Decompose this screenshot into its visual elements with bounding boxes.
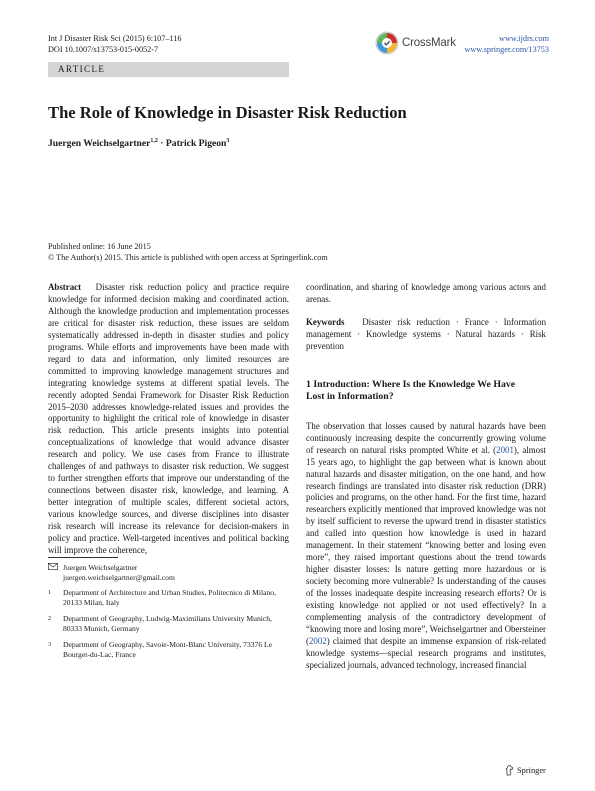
mail-icon xyxy=(48,563,63,582)
author-separator: · xyxy=(157,138,166,150)
article-type-bar xyxy=(48,62,289,77)
journal-url[interactable]: www.ijdrs.com xyxy=(499,34,549,43)
intro-text: The observation that losses caused by natural hazards have been continuously increasing despite the concurrently growing volume of research on natural risks prompted White et al. ( xyxy=(306,420,546,455)
affiliation-text: Department of Geography, Ludwig-Maximilians University Munich, 80333 Munich, Germany xyxy=(63,614,272,634)
journal-citation: Int J Disaster Risk Sci (2015) 6:107–116 xyxy=(48,34,182,43)
affiliation xyxy=(48,588,289,607)
author-name[interactable]: Juergen Weichselgartner xyxy=(48,138,151,150)
publisher-name: Springer xyxy=(517,766,546,775)
corresponding-author xyxy=(48,563,289,582)
doi: DOI 10.1007/s13753-015-0052-7 xyxy=(48,45,159,54)
citation-link[interactable]: 2001 xyxy=(496,444,514,455)
keywords-text: Disaster risk reduction · France · Information management · Knowledge systems · Natural hazards · Risk prevention xyxy=(306,316,547,351)
citation-link[interactable]: 2002 xyxy=(308,635,327,646)
corresponding-author-name: Juergen Weichselgartner xyxy=(63,563,138,572)
intro-text: ) claimed that despite an immense expansion of risk-related knowledge systems—special research programs and institutes, specialized journals, advanced technology, increased financial xyxy=(306,635,546,670)
footnotes xyxy=(48,563,289,666)
crossmark-badge[interactable] xyxy=(375,30,467,56)
journal-header xyxy=(48,33,181,55)
corresponding-author-email[interactable]: juergen.weichselgartner@gmail.com xyxy=(63,572,175,582)
published-date: Published online: 16 June 2015 xyxy=(48,242,151,251)
footnote-rule xyxy=(48,557,118,558)
author-affiliation-marker: 3 xyxy=(226,138,230,144)
intro-text: ), almost 15 years ago, to highlight the gap between what is known about natural hazards and disaster mitigation, on the one hand, and how research findings are translated into disaster risk reduction (DRR) policies and programs, on the other hand. For the first time, hazard researchers explicitly mentioned that improved knowledge was not by itself sufficient to reverse the upward trend in disaster statistics and called into question how knowledge is used in hazard management. In their statement “knowing better and losing even more”, they raised important questions about the trend towards higher disaster losses: Is nature getting more hazardous or is society becoming more vulnerable? Is understanding of the causes of the losses inadequate despite increasing research efforts? Or is existing knowledge not applied or not used effectively? In a complementing analysis of the contradictory development of “knowing more and losing more”, Weichselgartner and Obersteiner ( xyxy=(306,444,546,646)
keywords-label: Keywords xyxy=(306,316,345,327)
crossmark-icon xyxy=(375,31,399,55)
section-heading: 1 Introduction: Where Is the Knowledge We Have Lost in Information? xyxy=(306,378,516,402)
publication-info xyxy=(48,242,328,263)
springer-horse-icon xyxy=(505,765,514,776)
affiliation-number: 2 xyxy=(48,615,52,623)
intro-paragraph xyxy=(306,421,546,672)
author-name[interactable]: Patrick Pigeon xyxy=(165,138,227,150)
keywords xyxy=(306,317,546,353)
license-statement: © The Author(s) 2015. This article is published with open access at Springerlink.com xyxy=(48,252,328,262)
author-list xyxy=(48,138,229,149)
publisher-logo xyxy=(505,765,546,776)
paper-title: The Role of Knowledge in Disaster Risk Reduction xyxy=(48,103,407,122)
abstract-text: Disaster risk reduction policy and practice require knowledge for informed decision making and coordinated action. Although the knowledge production and implementation processes are critical for disaster risk reduction, these issues are seldom systematically addressed in-depth in disaster studies and policy programs. While efforts and improvements have been made with regard to data and information, only limited resources are committed to improving knowledge management structures and integrating knowledge systems at different spatial levels. The recently adopted Sendai Framework for Disaster Risk Reduction 2015–2030 addresses knowledge-related issues and provides the opportunity to highlight the critical role of knowledge in disaster risk reduction. This article presents insights into potential conceptualizations of knowledge that would advance disaster research and policy. We use cases from France to illustrate challenges of and pathways to disaster risk reduction. We suggest to further strengthen efforts that improve our understanding of the connections between disaster risk, knowledge, and learning. A better integration of multiple scales, different societal actors, various knowledge sources, and diverse disciplines into disaster risk research will increase its relevance for decision-makers in policy and practice. Well-targeted incentives and political backing will improve the coherence, xyxy=(48,282,290,555)
abstract-column xyxy=(48,282,289,557)
abstract xyxy=(48,282,289,557)
abstract-continuation: coordination, and sharing of knowledge among various actors and arenas. xyxy=(306,282,546,304)
crossmark-label: CrossMark xyxy=(402,37,456,49)
affiliation-text: Department of Geography, Savoie-Mont-Blanc University, 73376 Le Bourget-du-Lac, France xyxy=(63,640,273,659)
abstract-label: Abstract xyxy=(48,282,82,292)
springer-url[interactable]: www.springer.com/13753 xyxy=(464,45,549,54)
author-affiliation-marker: 1,2 xyxy=(150,138,158,144)
journal-links xyxy=(464,33,549,55)
article-type-label: ARTICLE xyxy=(58,64,106,74)
affiliation xyxy=(48,640,289,659)
affiliation xyxy=(48,614,289,633)
affiliation-number: 1 xyxy=(48,589,52,597)
body-column xyxy=(306,282,546,672)
affiliation-number: 3 xyxy=(48,641,52,649)
affiliation-text: Department of Architecture and Urban Studies, Politecnico di Milano, 20133 Milan, Italy xyxy=(63,588,276,608)
